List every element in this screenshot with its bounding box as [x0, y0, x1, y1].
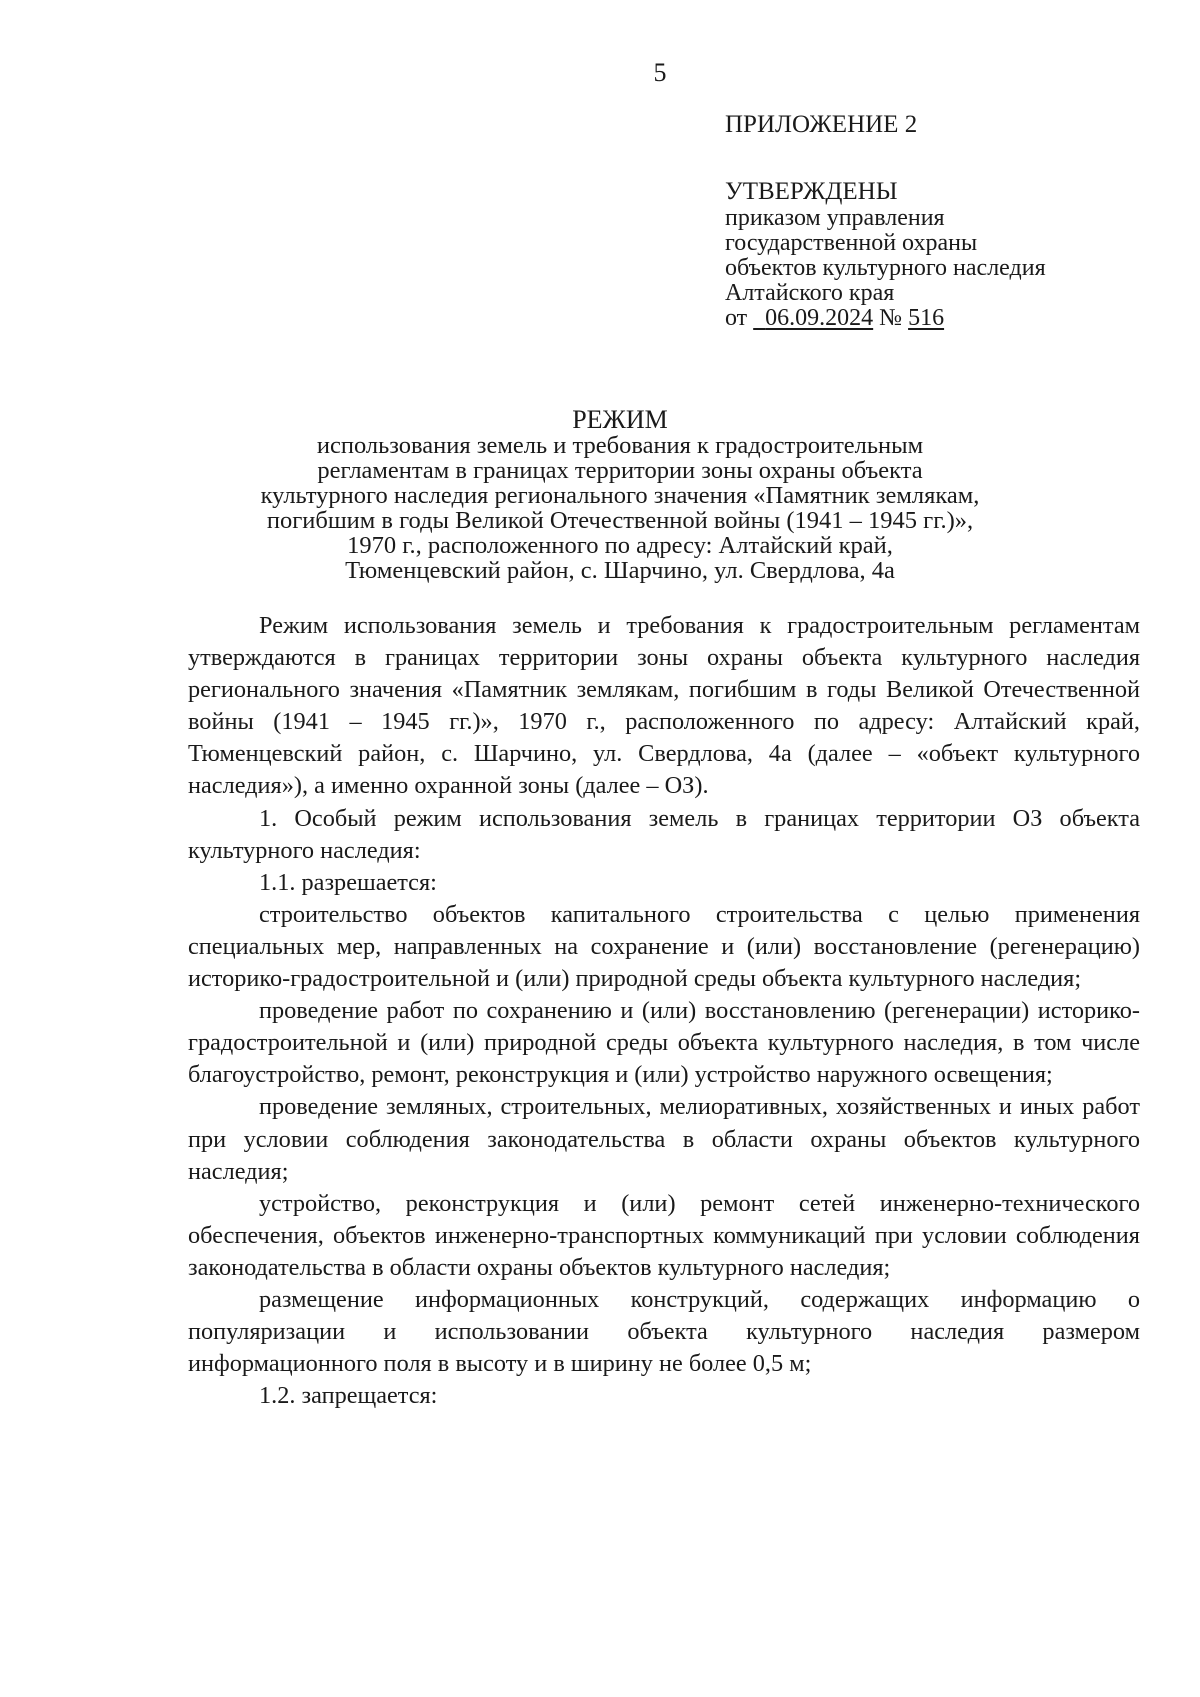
body-paragraph: устройство, реконструкция и (или) ремонт сетей инженерно-технического обеспечения, объектов инженерно-транспортных коммуникаций при условии соблюдения законодательства в области охраны объектов культурного наследия; — [188, 1189, 1140, 1281]
approval-line: Алтайского края — [725, 280, 895, 306]
approval-line: приказом управления — [725, 205, 945, 231]
order-date — [753, 305, 873, 331]
body-paragraph: проведение земляных, строительных, мелиоративных, хозяйственных и иных работ при условии соблюдения законодательства в области охраны объектов культурного наследия; — [188, 1093, 1140, 1185]
body-paragraph: 1. Особый режим использования земель в границах территории ОЗ объекта культурного наследия: — [188, 804, 1140, 864]
page-number: 5 — [653, 58, 667, 87]
subtitle-line: культурного наследия регионального значения «Памятник землякам, — [260, 482, 980, 509]
order-date-value: 06.09.2024 — [765, 305, 874, 331]
body-paragraph: строительство объектов капитального строительства с целью применения специальных мер, направленных на сохранение и (или) восстановление (регенерацию) историко-градостроительной и (или) природной среды объекта культурного наследия; — [188, 900, 1140, 993]
approval-line: государственной охраны — [725, 230, 978, 256]
order-number: 516 — [908, 305, 945, 331]
annex-title: ПРИЛОЖЕНИЕ 2 — [725, 111, 918, 138]
document-body — [188, 610, 1140, 1412]
title-main: РЕЖИМ — [572, 405, 668, 434]
number-sign: № — [879, 305, 903, 331]
body-paragraph: проведение работ по сохранению и (или) восстановлению (регенерации) историко-градостроительной и (или) природной среды объекта культурного наследия, в том числе благоустройство, ремонт, реконструкция и (или) устройство наружного освещения; — [188, 997, 1140, 1089]
approval-block — [725, 112, 1165, 331]
subtitle-line: регламентам в границах территории зоны охраны объекта — [317, 457, 923, 484]
subtitle-line: использования земель и требования к градостроительным — [316, 432, 924, 459]
body-paragraph: размещение информационных конструкций, содержащих информацию о популяризации и использовании объекта культурного наследия размером информационного поля в высоту и в ширину не более 0,5 м; — [188, 1285, 1140, 1378]
body-paragraph: 1.1. разрешается: — [259, 868, 437, 896]
subtitle-line: Тюменцевский район, с. Шарчино, ул. Свердлова, 4а — [345, 557, 895, 584]
order-date-line — [725, 306, 1165, 331]
approval-line: объектов культурного наследия — [725, 255, 1046, 281]
document-subtitle — [180, 433, 1060, 583]
date-prefix: от — [725, 305, 748, 331]
subtitle-line: 1970 г., расположенного по адресу: Алтайский край, — [347, 532, 893, 559]
body-paragraph: 1.2. запрещается: — [259, 1382, 438, 1410]
body-paragraph: Режим использования земель и требования к градостроительным регламентам утверждаются в границах территории зоны охраны объекта культурного наследия регионального значения «Памятник землякам, погибшим в годы Великой Отечественной войны (1941 – 1945 гг.)», 1970 г., расположенного по адресу: Алтайский край, Тюменцевский район, с. Шарчино, ул. Свердлова, 4а (далее – «объект культурного наследия»), а именно охранной зоны (далее – ОЗ). — [188, 612, 1140, 800]
approved-heading: УТВЕРЖДЕНЫ — [725, 178, 898, 205]
subtitle-line: погибшим в годы Великой Отечественной войны (1941 – 1945 гг.)», — [266, 507, 974, 534]
